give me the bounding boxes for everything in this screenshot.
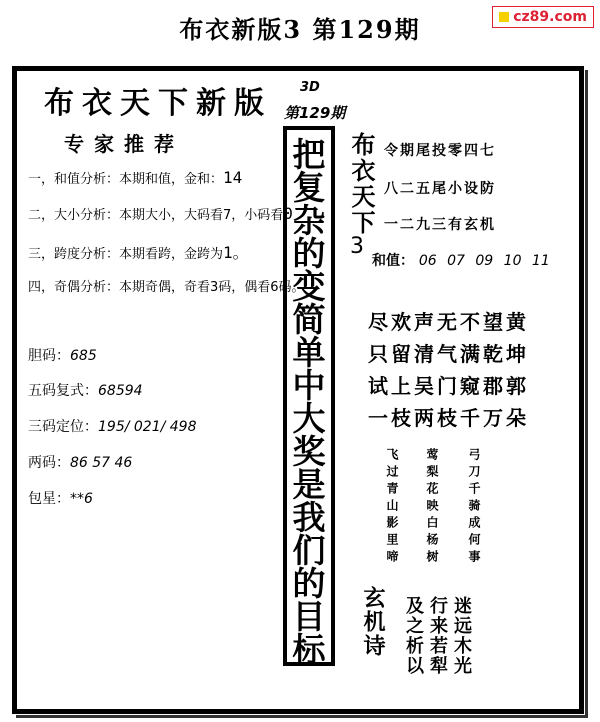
stat-label: 五码复式： xyxy=(28,383,98,399)
analysis-label: 四，奇偶分析：本期奇偶，奇看3码，偶看6码。 xyxy=(28,280,305,295)
page-title: 布衣新版3 第129期 xyxy=(179,15,421,44)
stat-value: **6 xyxy=(70,491,93,507)
poem-line: 试上吴门窥郡郭 xyxy=(368,374,529,398)
slogan-char: 大 xyxy=(292,399,326,438)
slogan-char: 简 xyxy=(292,300,326,339)
hezhi-row xyxy=(372,250,550,270)
analysis-label: 三，跨度分析：本期看跨，金跨为 xyxy=(28,247,224,262)
stat-label: 两码： xyxy=(28,455,70,471)
hint-line: 八二五尾小设防 xyxy=(384,181,496,197)
slogan-char: 的 xyxy=(292,234,326,273)
hint-line: 一二九三有玄机 xyxy=(384,217,496,233)
analysis-odd-even xyxy=(28,276,305,295)
xuanji-poem-col: 迷远木光 xyxy=(451,596,472,676)
slogan-char: 我 xyxy=(292,498,326,537)
stat-label: 胆码： xyxy=(28,348,70,364)
small-poem-col: 弓刀千骑成何事 xyxy=(467,448,481,567)
small-poem-col: 莺梨花映白杨树 xyxy=(425,448,439,567)
brand-number: 3 xyxy=(350,234,364,259)
stat-value: 195/ 021/ 498 xyxy=(98,419,197,435)
analysis-size xyxy=(28,204,293,223)
xuanji-poem-col: 及之析以 xyxy=(403,596,424,676)
expert-recommend-title: 专家推荐 xyxy=(64,132,184,156)
xuanji-title: 玄机诗 xyxy=(360,586,386,658)
stat-dan xyxy=(28,345,97,365)
stat-three xyxy=(28,416,197,436)
issue-label: 第129期 xyxy=(284,104,346,122)
slogan-char: 是 xyxy=(292,465,326,504)
stat-label: 包星： xyxy=(28,491,70,507)
analysis-label: 一，和值分析：本期和值，金和： xyxy=(28,172,224,187)
xuanji-poem-col: 行来若犁 xyxy=(427,596,448,676)
slogan-char: 目 xyxy=(292,597,326,636)
slogan-char: 中 xyxy=(292,366,326,405)
small-poem-col: 飞过青山影里啼 xyxy=(385,448,399,567)
stat-label: 三码定位： xyxy=(28,419,98,435)
hezhi-label: 和值： xyxy=(372,253,414,269)
slogan-char: 把 xyxy=(292,135,326,174)
stat-two xyxy=(28,452,132,472)
site-logo[interactable] xyxy=(492,6,594,28)
analysis-label: 二，大小分析：本期大小，大码看7，小码看 xyxy=(28,208,284,223)
left-title: 布衣天下新版 xyxy=(44,86,272,121)
stat-value: 68594 xyxy=(98,383,143,399)
slogan-char: 标 xyxy=(292,630,326,669)
hezhi-values: 06 07 09 10 11 xyxy=(418,253,550,269)
poem-line: 尽欢声无不望黄 xyxy=(368,310,529,334)
analysis-value: 14 xyxy=(223,168,243,187)
analysis-value: 0 xyxy=(283,204,293,223)
stat-star xyxy=(28,488,93,508)
stat-value: 86 57 46 xyxy=(70,455,133,471)
analysis-sum xyxy=(28,168,242,187)
3d-label: 3D xyxy=(300,80,320,95)
analysis-value: 1。 xyxy=(223,243,249,262)
brand-vertical: 布衣天下 xyxy=(347,132,376,236)
slogan-char: 复 xyxy=(292,168,326,207)
slogan-char: 的 xyxy=(292,564,326,603)
stat-five xyxy=(28,380,143,400)
logo-text: cz89.com xyxy=(513,9,587,25)
poem-line: 只留清气满乾坤 xyxy=(368,342,529,366)
analysis-span xyxy=(28,240,249,263)
poem-line: 一枝两枝千万朵 xyxy=(368,406,529,430)
slogan-box xyxy=(283,126,335,669)
slogan-char: 杂 xyxy=(292,201,326,240)
slogan-char: 们 xyxy=(292,531,326,570)
stat-value: 685 xyxy=(70,348,97,364)
slogan-char: 变 xyxy=(292,267,326,306)
hint-line: 令期尾投零四七 xyxy=(384,143,496,159)
slogan-char: 奖 xyxy=(292,432,326,471)
slogan-char: 单 xyxy=(292,333,326,372)
logo-square-icon xyxy=(499,12,509,22)
